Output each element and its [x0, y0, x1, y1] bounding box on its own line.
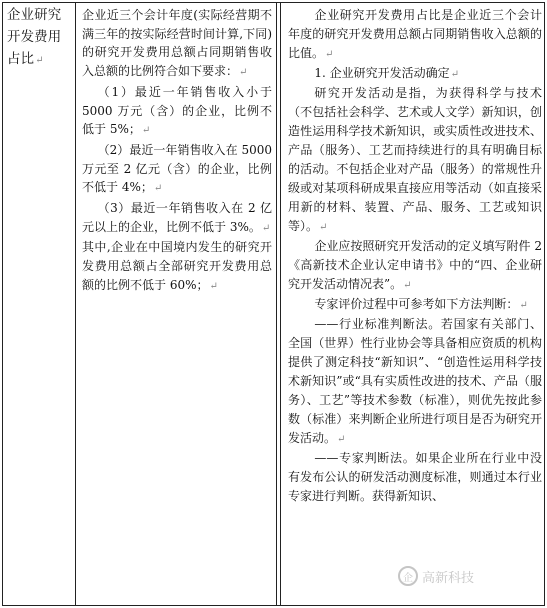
paragraph-mark-icon: ↵ [141, 125, 151, 137]
requirement-item-3: （3）最近一年销售收入在 2 亿元以上的企业，比例不低于 3%。↵ [82, 201, 272, 234]
explanation-paragraph: 企业研究开发费用占比是企业近三个会计年度的研究开发费用总额占同期销售收入总额的比值。↵ [288, 8, 542, 60]
paragraph-mark-icon: ↵ [153, 183, 163, 195]
explanation-paragraph: ——行业标准判断法。若国家有关部门、全国（世界）性行业协会等具备相应资质的机构提供了测定科技“新知识”、“创造性运用科学技术新知识”或“具有实质性改进的技术、产品（服务）、工艺”等技术参数（标准），则优先按此参数（标准）来判断企业所进行项目是否为研究开发活动。↵ [288, 317, 542, 445]
watermark-logo-icon: 企 [398, 566, 418, 586]
paragraph-mark-icon: ↵ [519, 300, 528, 311]
column-divider [280, 3, 281, 605]
criterion-cell [3, 3, 75, 605]
paragraph-mark-icon: ↵ [337, 434, 346, 445]
explanation-paragraph: 研究开发活动是指，为获得科学与技术（不包括社会科学、艺术或人文学）新知识，创造性运用科学技术新知识，或实质性改进技术、产品（服务）、工艺而持续进行的具有明确目标的活动。不包括企业对产品（服务）的常规性升级或对某项科研成果直接应用等活动（如直接采用新的材料、装置、产品、服务、工艺或知识等）。↵ [288, 86, 542, 233]
paragraph-mark-icon: ↵ [35, 55, 44, 66]
requirement-intro: 企业近三个会计年度(实际经营期不满三年的按实际经营时间计算,下同)的研究开发费用总额占同期销售收入总额的比例符合如下要求：↵ [82, 8, 272, 79]
paragraph-mark-icon: ↵ [319, 222, 328, 233]
paragraph-mark-icon: ↵ [261, 222, 271, 234]
paragraph-mark-icon: ↵ [209, 280, 218, 292]
requirement-item-2: （2）最近一年销售收入在 5000 万元至 2 亿元（含）的企业，比例不低于 4%；↵ [82, 142, 272, 195]
paragraph-mark-icon: ↵ [239, 67, 248, 79]
section-heading: 1. 企业研究开发活动确定↵ [314, 66, 460, 80]
requirement-cell [75, 3, 277, 605]
requirement-item-4: 其中,企业在中国境内发生的研究开发费用总额占全部研究开发费用总额的比例不低于 60%；↵ [82, 240, 272, 292]
paragraph-mark-icon: ↵ [325, 49, 334, 60]
explanation-cell [282, 3, 546, 605]
explanation-paragraph: 企业应按照研究开发活动的定义填写附件 2《高新技术企业认定申请书》中的“四、企业研究开发活动情况表”。↵ [288, 239, 542, 291]
explanation-paragraph: ——专家判断法。如果企业所在行业中没有发布公认的研发活动测度标准，则通过本行业专家进行判断。获得新知识、 [288, 451, 542, 503]
requirement-item-1: （1）最近一年销售收入小于5000 万元（含）的企业，比例不低于 5%；↵ [82, 84, 272, 137]
watermark-text: 高新科技 [422, 570, 475, 586]
paragraph-mark-icon: ↵ [403, 280, 412, 291]
criterion-title: 企业研究开发费用占比 [7, 8, 62, 67]
paragraph-mark-icon: ↵ [450, 69, 460, 80]
explanation-paragraph: 专家评价过程中可参考如下方法判断：↵ [314, 297, 528, 311]
requirements-table [2, 2, 545, 606]
